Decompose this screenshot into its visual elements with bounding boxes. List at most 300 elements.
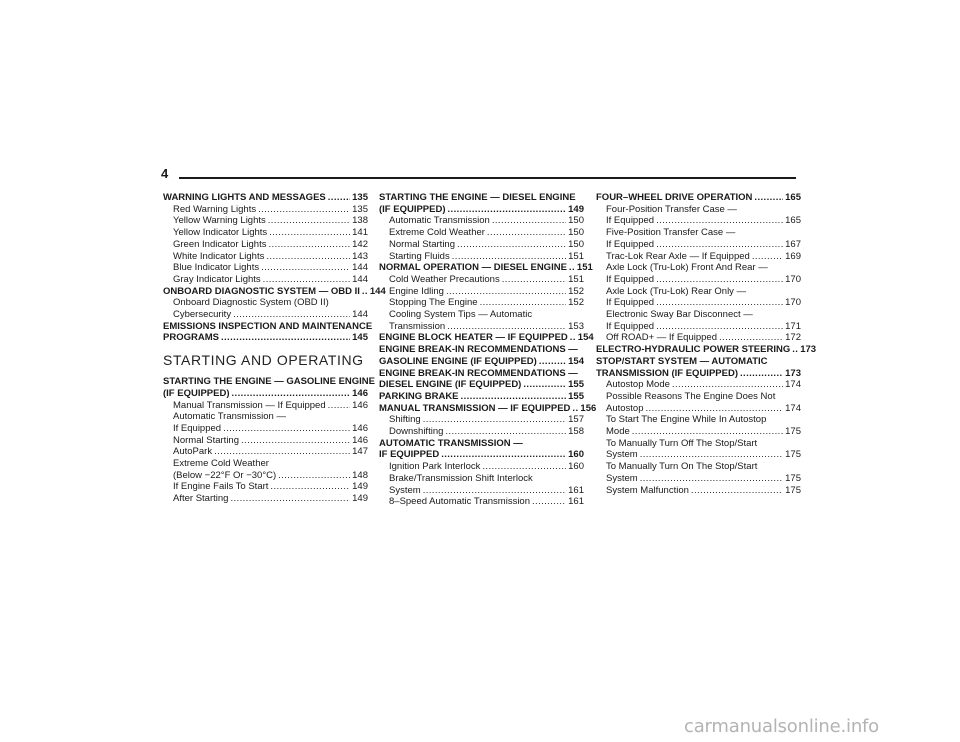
toc-entry-text: Stopping The Engine xyxy=(389,297,478,309)
toc-subentry[interactable] xyxy=(163,239,368,251)
dot-leader xyxy=(656,321,783,333)
toc-page-number: 144 xyxy=(352,273,368,285)
toc-entry-text: Autostop xyxy=(606,402,644,414)
dot-leader xyxy=(232,388,351,400)
toc-subentry[interactable] xyxy=(379,227,584,239)
dot-leader xyxy=(792,344,798,356)
toc-page-number: 160 xyxy=(568,461,584,473)
toc-entry-line xyxy=(173,493,368,505)
toc-entry-line xyxy=(389,215,584,227)
toc-entry-text: ENGINE BLOCK HEATER — IF EQUIPPED xyxy=(379,332,568,344)
toc-entry-line xyxy=(389,485,584,497)
toc-entry-text: System xyxy=(606,472,638,484)
toc-entry-line xyxy=(389,297,584,309)
toc-entry[interactable] xyxy=(379,368,584,391)
toc-entry-line xyxy=(379,449,584,461)
dot-leader xyxy=(480,297,567,309)
toc-entry-line xyxy=(173,470,368,482)
toc-entry-text: Yellow Indicator Lights xyxy=(173,227,268,239)
header-rule xyxy=(179,177,796,179)
toc-entry-line xyxy=(173,251,368,263)
toc-entry-line xyxy=(389,496,584,508)
toc-entry-text: AutoPark xyxy=(173,446,213,458)
toc-entry-text: Normal Starting xyxy=(173,434,239,446)
toc-subentry[interactable] xyxy=(596,251,801,263)
toc-entry-line xyxy=(163,285,386,298)
toc-entry-text: To Manually Turn Off The Stop/Start xyxy=(606,437,758,449)
toc-page-number: 165 xyxy=(785,215,801,227)
dot-leader xyxy=(487,227,566,239)
toc-subentry[interactable] xyxy=(596,391,801,414)
toc-groups xyxy=(596,192,817,496)
toc-subentry[interactable] xyxy=(379,461,584,473)
dot-leader xyxy=(523,379,566,391)
toc-groups xyxy=(163,376,376,505)
toc-entry-text: Trac-Lok Rear Axle — If Equipped xyxy=(606,250,750,262)
toc-page-number: 149 xyxy=(352,493,368,505)
toc-entry-text: System xyxy=(606,449,638,461)
toc-subentry[interactable] xyxy=(163,481,368,493)
dot-leader xyxy=(266,251,350,263)
toc-subentry[interactable] xyxy=(596,332,801,344)
toc-groups xyxy=(379,192,597,508)
toc-entry-line xyxy=(389,274,584,286)
toc-subentry[interactable] xyxy=(163,297,368,320)
dot-leader xyxy=(656,297,783,309)
toc-entry-text: 8–Speed Automatic Transmission xyxy=(389,496,530,508)
site-watermark: carmanualsonline.info xyxy=(684,716,879,737)
toc-entry-text: PARKING BRAKE xyxy=(379,390,459,402)
toc-subentry[interactable] xyxy=(163,215,368,227)
toc-subentry[interactable] xyxy=(163,400,368,412)
toc-entry-line xyxy=(173,400,368,412)
dot-leader xyxy=(640,449,783,461)
toc-entry-line xyxy=(389,426,584,438)
toc-entry-line xyxy=(379,204,584,216)
toc-entry-line xyxy=(606,485,801,497)
toc-page-number: 160 xyxy=(568,449,584,461)
toc-entry-text: System Malfunction xyxy=(606,484,689,496)
toc-entry-text: After Starting xyxy=(173,493,229,505)
toc-entry-line xyxy=(596,344,817,356)
toc-entry-text: Red Warning Lights xyxy=(173,203,257,215)
toc-entry-text: STOP/START SYSTEM — AUTOMATIC xyxy=(596,355,768,367)
toc-entry-text: Automatic Transmission xyxy=(389,215,490,227)
toc-entry-text: ENGINE BREAK-IN RECOMMENDATIONS — xyxy=(379,344,578,356)
toc-entry-text: If Equipped xyxy=(606,297,655,309)
toc-entry-line xyxy=(389,239,584,251)
toc-entry-text: Manual Transmission — If Equipped xyxy=(173,399,326,411)
toc-page-number: 175 xyxy=(785,472,801,484)
toc-entry-line xyxy=(606,403,801,415)
toc-entry-text: Yellow Warning Lights xyxy=(173,215,266,227)
toc-entry[interactable] xyxy=(379,391,584,403)
dot-leader xyxy=(461,391,567,403)
toc-entry-text: Automatic Transmission — xyxy=(173,411,286,423)
toc-entry-line xyxy=(606,426,801,438)
toc-page-number: 138 xyxy=(352,215,368,227)
toc-entry-text: Transmission xyxy=(389,320,446,332)
toc-page-number: 146 xyxy=(352,422,368,434)
toc-entry-text: Cold Weather Precautions xyxy=(389,273,500,285)
toc-entry-text: System xyxy=(389,484,421,496)
toc-page-number: 141 xyxy=(352,227,368,239)
dot-leader xyxy=(233,309,350,321)
toc-subentry[interactable] xyxy=(596,227,801,250)
toc-entry-line xyxy=(606,332,801,344)
toc-page-number: 170 xyxy=(785,297,801,309)
toc-entry-text: ONBOARD DIAGNOSTIC SYSTEM — OBD II xyxy=(163,285,360,297)
toc-page-number: 154 xyxy=(568,355,584,367)
toc-page-number: 155 xyxy=(568,390,584,402)
toc-entry-text: MANUAL TRANSMISSION — IF EQUIPPED xyxy=(379,402,571,414)
toc-entry-line xyxy=(606,473,801,485)
dot-leader xyxy=(482,461,566,473)
toc-entry-line xyxy=(606,449,801,461)
dot-leader xyxy=(569,262,575,274)
dot-leader xyxy=(672,379,783,391)
toc-subentry[interactable] xyxy=(163,204,368,216)
toc-subentry[interactable] xyxy=(596,309,801,332)
dot-leader xyxy=(328,400,351,412)
toc-entry-text: TRANSMISSION (IF EQUIPPED) xyxy=(596,367,738,379)
toc-entry[interactable] xyxy=(163,192,368,204)
dot-leader xyxy=(328,192,350,204)
toc-subentry[interactable] xyxy=(379,239,584,251)
toc-page-number: 150 xyxy=(568,238,584,250)
toc-entry-text: AUTOMATIC TRANSMISSION — xyxy=(379,437,523,449)
dot-leader xyxy=(740,368,783,380)
toc-subentry[interactable] xyxy=(379,215,584,227)
toc-entry-line xyxy=(379,332,594,344)
toc-entry-text: STARTING THE ENGINE — DIESEL ENGINE xyxy=(379,192,576,203)
toc-page-number: 151 xyxy=(568,250,584,262)
toc-entry-text: ELECTRO-HYDRAULIC POWER STEERING xyxy=(596,344,791,356)
toc-entry-line xyxy=(173,423,368,435)
toc-page-number: 149 xyxy=(352,481,368,493)
toc-subentry[interactable] xyxy=(596,461,801,484)
toc-entry-text: PROGRAMS xyxy=(163,332,219,344)
dot-leader xyxy=(221,332,350,344)
dot-leader xyxy=(691,485,783,497)
toc-subentry[interactable] xyxy=(163,446,368,458)
toc-entry-text: Mode xyxy=(606,426,630,438)
toc-entry-line xyxy=(163,388,368,400)
toc-column-3 xyxy=(596,192,817,496)
dot-leader xyxy=(362,286,368,298)
dot-leader xyxy=(572,403,578,415)
toc-entry-text: White Indicator Lights xyxy=(173,250,265,262)
toc-entry-text: DIESEL ENGINE (IF EQUIPPED) xyxy=(379,379,522,391)
toc-entry-text: NORMAL OPERATION — DIESEL ENGINE xyxy=(379,262,567,274)
dot-leader xyxy=(214,446,350,458)
toc-subentry[interactable] xyxy=(596,262,801,285)
toc-entry-text: Off ROAD+ — If Equipped xyxy=(606,332,717,344)
toc-page-number: 146 xyxy=(352,399,368,411)
toc-entry-text: Normal Starting xyxy=(389,238,455,250)
toc-entry-text: IF EQUIPPED xyxy=(379,449,440,461)
toc-subentry[interactable] xyxy=(379,309,584,332)
dot-leader xyxy=(539,356,566,368)
toc-page-number: 157 xyxy=(568,414,584,426)
dot-leader xyxy=(230,493,350,505)
toc-entry-text: (IF EQUIPPED) xyxy=(163,387,230,399)
dot-leader xyxy=(270,481,350,493)
dot-leader xyxy=(656,215,783,227)
toc-entry-text: If Equipped xyxy=(606,320,655,332)
toc-entry[interactable] xyxy=(379,262,593,274)
toc-subentry[interactable] xyxy=(163,493,368,505)
toc-page-number: 172 xyxy=(785,332,801,344)
toc-page-number: 158 xyxy=(568,426,584,438)
dot-leader xyxy=(492,215,566,227)
toc-subentry[interactable] xyxy=(596,485,801,497)
toc-entry-text: Cybersecurity xyxy=(173,309,232,321)
toc-entry-text: Electronic Sway Bar Disconnect — xyxy=(606,309,753,321)
toc-column-2 xyxy=(379,192,597,508)
dot-leader xyxy=(752,251,783,263)
toc-page-number: 143 xyxy=(352,250,368,262)
toc-page-number: 169 xyxy=(785,250,801,262)
toc-entry[interactable] xyxy=(596,356,801,379)
toc-entry-text: (Below −22°F Or −30°C) xyxy=(173,469,277,481)
toc-entry-line xyxy=(606,379,801,391)
toc-entry-text: To Manually Turn On The Stop/Start xyxy=(606,461,758,473)
toc-page-number: 151 xyxy=(576,262,593,274)
toc-subentry[interactable] xyxy=(163,262,368,274)
toc-page-number: 148 xyxy=(352,469,368,481)
dot-leader xyxy=(447,321,566,333)
toc-entry-text: Autostop Mode xyxy=(606,379,670,391)
toc-page-number: 154 xyxy=(577,332,594,344)
toc-entry-text: Shifting xyxy=(389,414,421,426)
page-number: 4 xyxy=(161,166,169,181)
toc-entry-line xyxy=(389,227,584,239)
toc-subentry[interactable] xyxy=(163,458,368,481)
dot-leader xyxy=(261,262,350,274)
toc-entry-text: WARNING LIGHTS AND MESSAGES xyxy=(163,192,326,203)
toc-entry[interactable] xyxy=(163,285,386,298)
dot-leader xyxy=(241,435,350,447)
toc-entry-text: Axle Lock (Tru-Lok) Rear Only — xyxy=(606,285,747,297)
toc-entry-text: Starting Fluids xyxy=(389,250,450,262)
toc-entry[interactable] xyxy=(596,344,817,356)
toc-entry-text: EMISSIONS INSPECTION AND MAINTENANCE xyxy=(163,320,373,332)
toc-page-number: 151 xyxy=(568,273,584,285)
dot-leader xyxy=(278,470,350,482)
section-heading: STARTING AND OPERATING xyxy=(163,352,364,369)
toc-page-number: 150 xyxy=(568,215,584,227)
toc-page-number: 146 xyxy=(352,387,368,399)
dot-leader xyxy=(452,251,566,263)
dot-leader xyxy=(446,286,566,298)
toc-entry-line xyxy=(606,297,801,309)
toc-subentry[interactable] xyxy=(596,286,801,309)
toc-page-number: 152 xyxy=(568,297,584,309)
toc-subentry[interactable] xyxy=(596,438,801,461)
dot-leader xyxy=(268,239,350,251)
toc-entry-line xyxy=(389,461,584,473)
toc-page-number: 147 xyxy=(352,446,368,458)
toc-subentry[interactable] xyxy=(379,473,584,496)
toc-page-number: 175 xyxy=(785,449,801,461)
toc-entry-text: Downshifting xyxy=(389,426,444,438)
toc-page-number: 174 xyxy=(785,402,801,414)
toc-entry-line xyxy=(173,446,368,458)
dot-leader xyxy=(268,215,350,227)
toc-subentry[interactable] xyxy=(379,274,584,286)
toc-entry-line xyxy=(606,239,801,251)
toc-entry-text: Five-Position Transfer Case — xyxy=(606,227,736,239)
toc-entry-line xyxy=(389,321,584,333)
dot-leader xyxy=(423,485,566,497)
toc-entry-line xyxy=(379,262,593,274)
toc-entry-text: Brake/Transmission Shift Interlock xyxy=(389,472,533,484)
toc-page-number: 174 xyxy=(785,379,801,391)
toc-page-number: 171 xyxy=(785,320,801,332)
toc-page-number: 167 xyxy=(785,238,801,250)
toc-entry-text: Green Indicator Lights xyxy=(173,238,267,250)
toc-page-number: 175 xyxy=(785,426,801,438)
toc-subentry[interactable] xyxy=(379,426,584,438)
toc-page-number: 145 xyxy=(352,332,368,344)
toc-page-number: 142 xyxy=(352,238,368,250)
toc-entry-line xyxy=(389,286,584,298)
toc-subentry[interactable] xyxy=(379,496,584,508)
toc-entry-text: (IF EQUIPPED) xyxy=(379,203,446,215)
dot-leader xyxy=(646,403,784,415)
toc-subentry[interactable] xyxy=(379,414,584,426)
dot-leader xyxy=(223,423,350,435)
toc-subentry[interactable] xyxy=(596,379,801,391)
toc-entry[interactable] xyxy=(379,332,594,344)
toc-entry[interactable] xyxy=(163,376,376,399)
toc-subentry[interactable] xyxy=(163,274,368,286)
toc-entry[interactable] xyxy=(163,320,373,344)
toc-entry-line xyxy=(379,356,584,368)
toc-column-1 xyxy=(163,192,386,505)
toc-entry-line xyxy=(596,368,801,380)
toc-page-number: 175 xyxy=(785,484,801,496)
toc-groups xyxy=(163,192,386,344)
toc-entry-text: If Equipped xyxy=(606,215,655,227)
toc-subentry[interactable] xyxy=(163,227,368,239)
toc-entry-line xyxy=(173,204,368,216)
toc-entry-line xyxy=(173,227,368,239)
toc-entry-line xyxy=(379,402,597,415)
toc-page-number: 161 xyxy=(568,496,584,508)
toc-page-number: 144 xyxy=(352,262,368,274)
toc-page-number: 146 xyxy=(352,434,368,446)
toc-page-number: 152 xyxy=(568,285,584,297)
toc-page-number: 153 xyxy=(568,320,584,332)
toc-entry-text: If Engine Fails To Start xyxy=(173,481,269,493)
toc-entry-text: Gray Indicator Lights xyxy=(173,273,261,285)
dot-leader xyxy=(441,449,566,461)
dot-leader xyxy=(570,332,576,344)
toc-page-number: 156 xyxy=(580,402,597,414)
toc-entry-text: ENGINE BREAK-IN RECOMMENDATIONS — xyxy=(379,367,578,379)
toc-entry-line xyxy=(173,239,368,251)
toc-entry-line xyxy=(606,215,801,227)
toc-subentry[interactable] xyxy=(163,411,368,434)
toc-entry-line xyxy=(163,192,368,204)
toc-subentry[interactable] xyxy=(596,414,801,437)
toc-entry-text: STARTING THE ENGINE — GASOLINE ENGINE xyxy=(163,376,376,388)
toc-entry-text: If Equipped xyxy=(606,273,655,285)
toc-entry-line xyxy=(173,309,368,321)
toc-entry-text: If Equipped xyxy=(606,238,655,250)
toc-subentry[interactable] xyxy=(379,297,584,309)
toc-entry-text: To Start The Engine While In Autostop xyxy=(606,414,767,426)
toc-page-number: 150 xyxy=(568,227,584,239)
toc-entry-line xyxy=(606,321,801,333)
toc-entry-text: Axle Lock (Tru-Lok) Front And Rear — xyxy=(606,262,768,274)
toc-page-number: 144 xyxy=(369,285,386,297)
dot-leader xyxy=(269,227,350,239)
toc-entry-text: Four-Position Transfer Case — xyxy=(606,203,737,215)
toc-entry-text: Blue Indicator Lights xyxy=(173,262,260,274)
toc-entry-text: Engine Idling xyxy=(389,285,444,297)
dot-leader xyxy=(656,239,783,251)
toc-subentry[interactable] xyxy=(163,435,368,447)
toc-page-number: 135 xyxy=(352,203,368,215)
toc-page-number: 161 xyxy=(568,484,584,496)
toc-page-number: 173 xyxy=(800,344,817,356)
toc-entry-line xyxy=(173,435,368,447)
toc-entry-line xyxy=(389,414,584,426)
toc-page-number: 170 xyxy=(785,273,801,285)
toc-entry-text: Extreme Cold Weather xyxy=(389,227,485,239)
toc-entry-text: If Equipped xyxy=(173,422,222,434)
dot-leader xyxy=(445,426,566,438)
toc-page-number: 165 xyxy=(785,192,801,203)
toc-page-number: 155 xyxy=(568,379,584,391)
toc-entry-text: Onboard Diagnostic System (OBD II) xyxy=(173,297,329,309)
toc-page-number: 144 xyxy=(352,309,368,321)
toc-subentry[interactable] xyxy=(163,251,368,263)
dot-leader xyxy=(719,332,783,344)
toc-page-number: 173 xyxy=(785,367,801,379)
toc-subentry[interactable] xyxy=(379,251,584,263)
toc-entry[interactable] xyxy=(596,192,801,204)
dot-leader xyxy=(263,274,350,286)
toc-subentry[interactable] xyxy=(596,204,801,227)
toc-entry-line xyxy=(606,251,801,263)
toc-entry-line xyxy=(606,274,801,286)
toc-entry-line xyxy=(173,262,368,274)
toc-entry[interactable] xyxy=(379,402,597,415)
toc-entry-line xyxy=(596,192,801,204)
dot-leader xyxy=(640,473,783,485)
toc-entry-text: GASOLINE ENGINE (IF EQUIPPED) xyxy=(379,355,537,367)
dot-leader xyxy=(502,274,566,286)
toc-entry-text: Extreme Cold Weather xyxy=(173,458,269,470)
toc-entry-text: Cooling System Tips — Automatic xyxy=(389,309,533,321)
toc-entry-line xyxy=(389,251,584,263)
dot-leader xyxy=(656,274,783,286)
dot-leader xyxy=(423,414,566,426)
toc-entry[interactable] xyxy=(379,438,584,461)
toc-page-number: 135 xyxy=(352,192,368,203)
toc-entry[interactable] xyxy=(379,344,584,367)
toc-page-number: 149 xyxy=(568,203,584,215)
toc-entry-text: FOUR–WHEEL DRIVE OPERATION xyxy=(596,192,753,203)
toc-subentry[interactable] xyxy=(379,286,584,298)
dot-leader xyxy=(258,204,350,216)
toc-entry-line xyxy=(173,274,368,286)
toc-entry[interactable] xyxy=(379,192,584,215)
